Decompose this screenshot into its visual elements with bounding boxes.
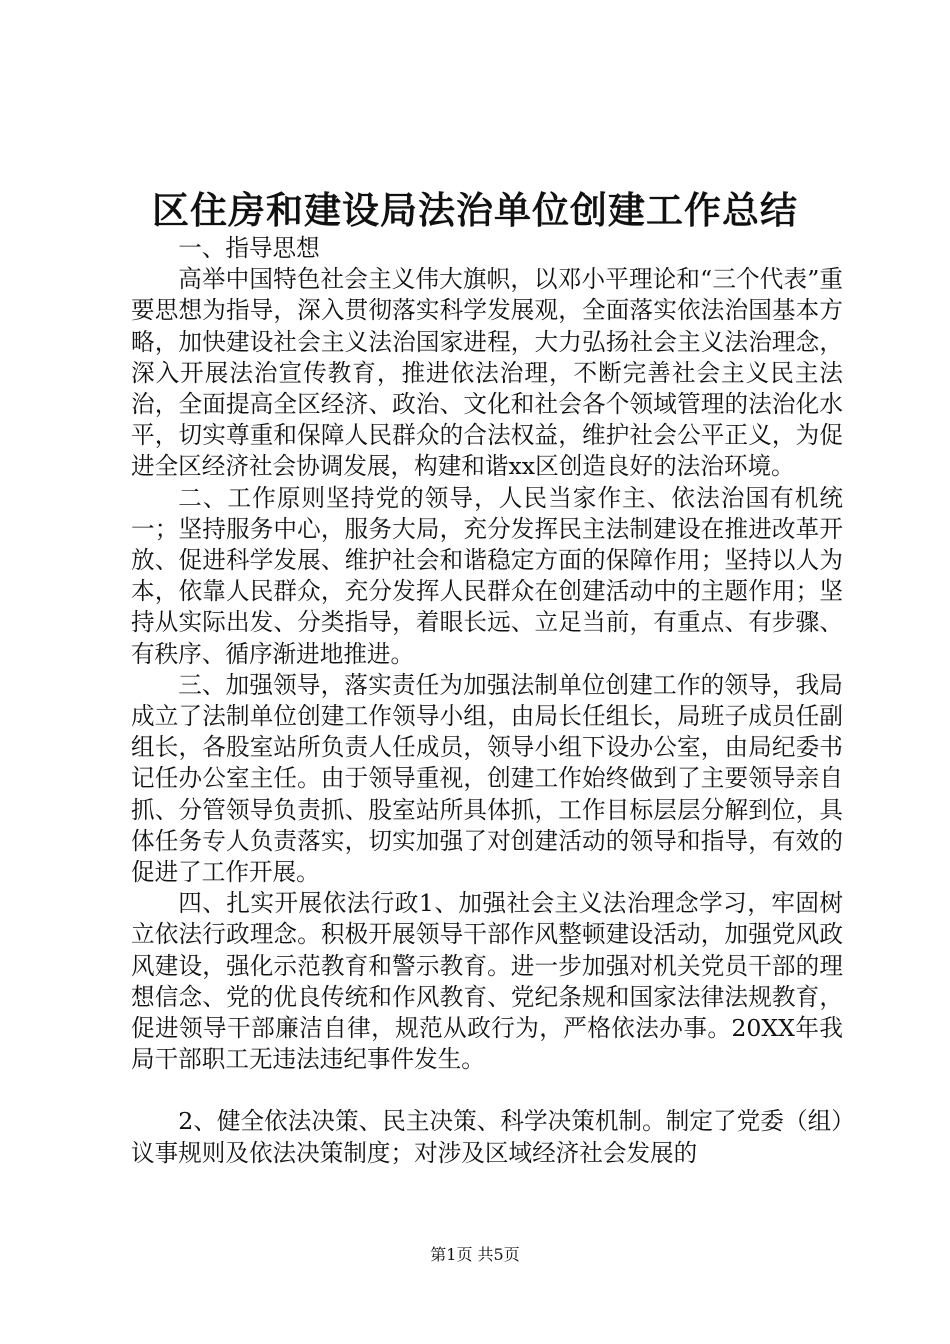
paragraph-gap — [131, 1075, 843, 1106]
paragraph-leadership: 三、加强领导，落实责任为加强法制单位创建工作的领导，我局成立了法制单位创建工作领导小组，由局长任组长，局班子成员任副组长，各股室站所负责人任成员，领导小组下设办公室，由局纪委书记任办公室主任。由于领导重视，创建工作始终做到了主要领导亲自抓、分管领导负责抓、股室站所具体抓，工作目标层层分解到位，具体任务专人负责落实，切实加强了对创建活动的领导和指导，有效的促进了工作开展。 — [131, 670, 843, 887]
page-number-footer: 第1页 共5页 — [430, 1245, 520, 1264]
paragraph-work-principles: 二、工作原则坚持党的领导，人民当家作主、依法治国有机统一；坚持服务中心，服务大局，充分发挥民主法制建设在推进改革开放、促进科学发展、维护社会和谐稳定方面的保障作用；坚持以人为本，依靠人民群众，充分发挥人民群众在创建活动中的主题作用；坚持从实际出发、分类指导，着眼长远、立足当前，有重点、有步骤、有秩序、循序渐进地推进。 — [131, 483, 843, 668]
paragraph-decision-making: 2、健全依法决策、民主决策、科学决策机制。制定了党委（组）议事规则及依法决策制度；对涉及区域经济社会发展的 — [131, 1107, 843, 1167]
document-title: 区住房和建设局法治单位创建工作总结 — [152, 188, 798, 232]
paragraph-administration: 四、扎实开展依法行政1、加强社会主义法治理念学习，牢固树立依法行政理念。积极开展领导干部作风整顿建设活动，加强党风政风建设，强化示范教育和警示教育。进一步加强对机关党员干部的理想信念、党的优良传统和作风教育、党纪条规和国家法律法规教育，促进领导干部廉洁自律，规范从政行为，严格依法办事。20XX年我局干部职工无违法违纪事件发生。 — [131, 889, 843, 1074]
document-body — [131, 233, 843, 1169]
paragraph-guiding-thought: 高举中国特色社会主义伟大旗帜，以邓小平理论和“三个代表”重要思想为指导，深入贯彻落实科学发展观，全面落实依法治国基本方略，加快建设社会主义法治国家进程，大力弘扬社会主义法治理念，深入开展法治宣传教育，推进依法治理，不断完善社会主义民主法治，全面提高全区经济、政治、文化和社会各个领域管理的法治化水平，切实尊重和保障人民群众的合法权益，维护社会公平正义，为促进全区经济社会协调发展，构建和谐xx区创造良好的法治环境。 — [131, 265, 843, 481]
section-heading-guiding-thought: 一、指导思想 — [178, 234, 320, 262]
